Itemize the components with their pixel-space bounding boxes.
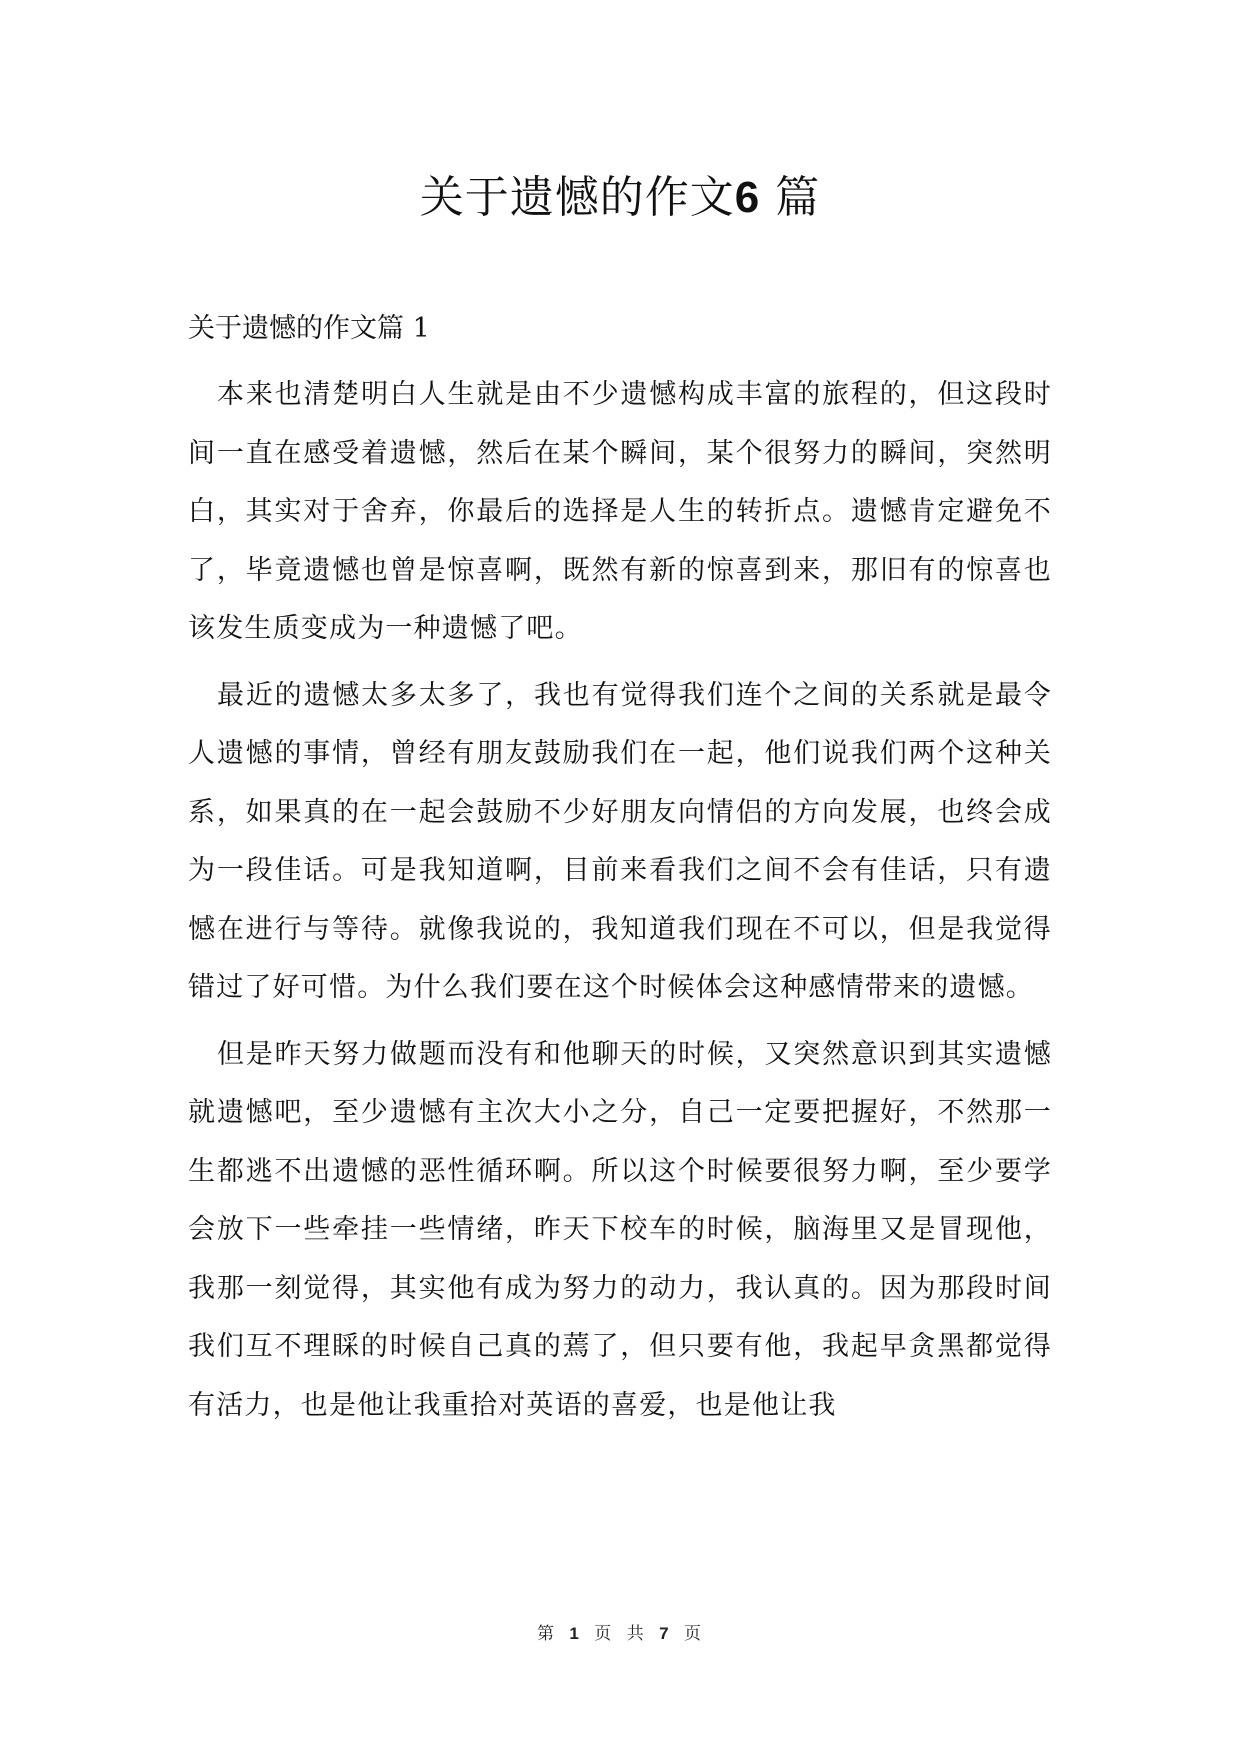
paragraph-3: 但是昨天努力做题而没有和他聊天的时候，又突然意识到其实遗憾就遗憾吧，至少遗憾有主次大小之分，自己一定要把握好，不然那一生都逃不出遗憾的恶性循环啊。所以这个时候要很努力啊，至少要学会放下一些牵挂一些情绪，昨天下校车的时候，脑海里又是冒现他，我那一刻觉得，其实他有成为努力的动力，我认真的。因为那段时间我们互不理睬的时候自己真的蔫了，但只要有他，我起早贪黑都觉得有活力，也是他让我重拾对英语的喜爱，也是他让我: [188, 1038, 1052, 1421]
current-page-number: 1: [569, 1624, 581, 1643]
page-footer: [0, 1620, 1240, 1648]
document-title: [0, 168, 1240, 228]
paragraph-1: 本来也清楚明白人生就是由不少遗憾构成丰富的旅程的，但这段时间一直在感受着遗憾，然后在某个瞬间，某个很努力的瞬间，突然明白，其实对于舍弃，你最后的选择是人生的转折点。遗憾肯定避免不了，毕竟遗憾也曾是惊喜啊，既然有新的惊喜到来，那旧有的惊喜也该发生质变成为一种遗憾了吧。: [188, 379, 1052, 644]
title-suffix: 篇: [775, 172, 821, 223]
paragraph-2: 最近的遗憾太多太多了，我也有觉得我们连个之间的关系就是最令人遗憾的事情，曾经有朋友鼓励我们在一起，他们说我们两个这种关系，如果真的在一起会鼓励不少好朋友向情侣的方向发展，也终会成为一段佳话。可是我知道啊，目前来看我们之间不会有佳话，只有遗憾在进行与等待。就像我说的，我知道我们现在不可以，但是我觉得错过了好可惜。为什么我们要在这个时候体会这种感情带来的遗憾。: [188, 679, 1052, 1003]
title-number: 6: [734, 173, 761, 222]
footer-middle: 页 共: [594, 1624, 646, 1644]
total-pages-number: 7: [659, 1624, 671, 1643]
section-heading: 关于遗憾的作文篇 1: [188, 313, 430, 344]
title-prefix: 关于遗憾的作文: [419, 172, 735, 223]
footer-prefix: 第: [537, 1624, 557, 1644]
document-body: [188, 300, 1052, 1435]
footer-suffix: 页: [683, 1624, 703, 1644]
